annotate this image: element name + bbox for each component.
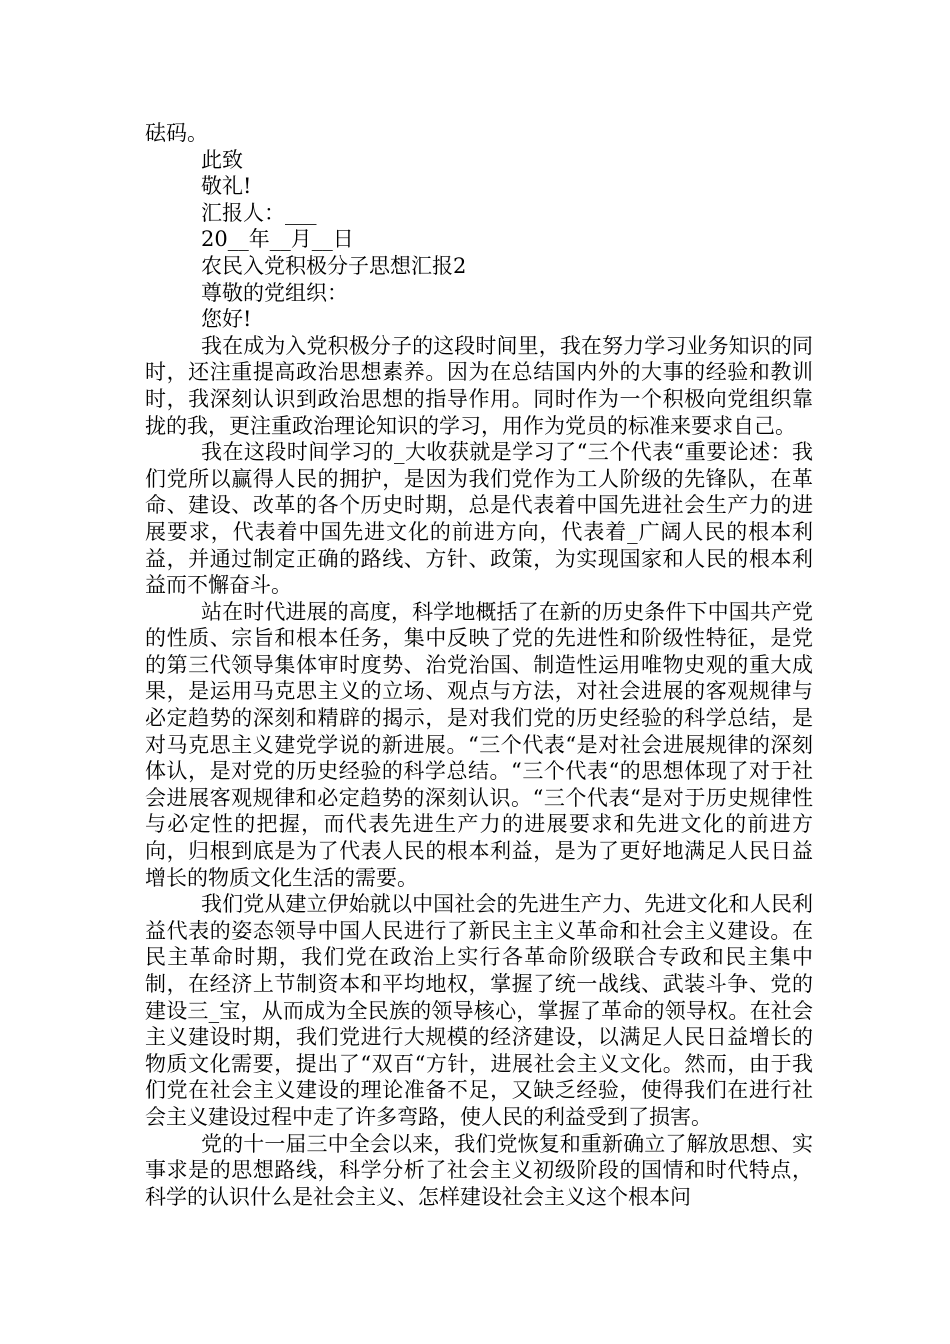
closing-respect: 敬礼! bbox=[201, 174, 252, 199]
date-line: 20__年__月__日 bbox=[201, 227, 354, 252]
text-line-weight: 砝码。 bbox=[145, 121, 208, 145]
report-title: 农民入党积极分子思想汇报2 bbox=[201, 253, 467, 278]
reporter-line: 汇报人：___ bbox=[201, 200, 317, 225]
greeting-recipient: 尊敬的党组织： bbox=[201, 280, 348, 305]
paragraph-three-represents: 我在这段时间学习的_大收获就是学习了“三个代表“重要论述：我们党所以赢得人民的拥护，是因为我们党作为工人阶级的先锋队，在革命、建设、改革的各个历史时期，总是代表着中国先进社会生产力的进展要求，代表着中国先进文化的前进方向，代表着_广阔人民的根本利益，并通过制定正确的路线、方针、政策，为实现国家和人民的根本利益而不懈奋斗。 bbox=[145, 440, 813, 598]
greeting-hello: 您好! bbox=[201, 307, 252, 332]
paragraph-era-development: 站在时代进展的高度，科学地概括了在新的历史条件下中国共产党的性质、宗旨和根本任务，集中反映了党的先进性和阶级性特征，是党的第三代领导集体审时度势、治党治国、制造性运用唯物史观的重大成果，是运用马克思主义的立场、观点与方法，对社会进展的客观规律与必定趋势的深刻和精辟的揭示，是对我们党的历史经验的科学总结，是对马克思主义建党学说的新进展。“三个代表“是对社会进展规律的深刻体认，是对党的历史经验的科学总结。“三个代表“的思想体现了对于社会进展客观规律和必定趋势的深刻认识。“三个代表“是对于历史规律性与必定性的把握，而代表先进生产力的进展要求和先进文化的前进方向，归根到底是为了代表人民的根本利益，是为了更好地满足人民日益增长的物质文化生活的需要。 bbox=[145, 599, 813, 890]
paragraph-study-intro: 我在成为入党积极分子的这段时间里，我在努力学习业务知识的同时，还注重提高政治思想素养。因为在总结国内外的大事的经验和教训时，我深刻认识到政治思想的指导作用。同时作为一个积极向党组织靠拢的我，更注重政治理论知识的学习，用作为党员的标准来要求自己。 bbox=[145, 333, 813, 438]
document-body bbox=[145, 120, 813, 1210]
paragraph-third-plenum: 党的十一届三中全会以来，我们党恢复和重新确立了解放思想、实事求是的思想路线，科学分析了社会主义初级阶段的国情和时代特点，科学的认识什么是社会主义、怎样建设社会主义这个根本问 bbox=[145, 1131, 813, 1209]
paragraph-party-history: 我们党从建立伊始就以中国社会的先进生产力、先进文化和人民利益代表的姿态领导中国人民进行了新民主主义革命和社会主义建设。在民主革命时期，我们党在政治上实行各革命阶级联合专政和民主集中制，在经济上节制资本和平均地权，掌握了统一战线、武装斗争、党的建设三_宝，从而成为全民族的领导核心，掌握了革命的领导权。在社会主义建设时期，我们党进行大规模的经济建设，以满足人民日益增长的物质文化需要，提出了“双百“方针，进展社会主义文化。然而，由于我们党在社会主义建设的理论准备不足，又缺乏经验，使得我们在进行社会主义建设过程中走了许多弯路，使人民的利益受到了损害。 bbox=[145, 892, 813, 1129]
closing-salutation: 此致 bbox=[201, 147, 243, 172]
